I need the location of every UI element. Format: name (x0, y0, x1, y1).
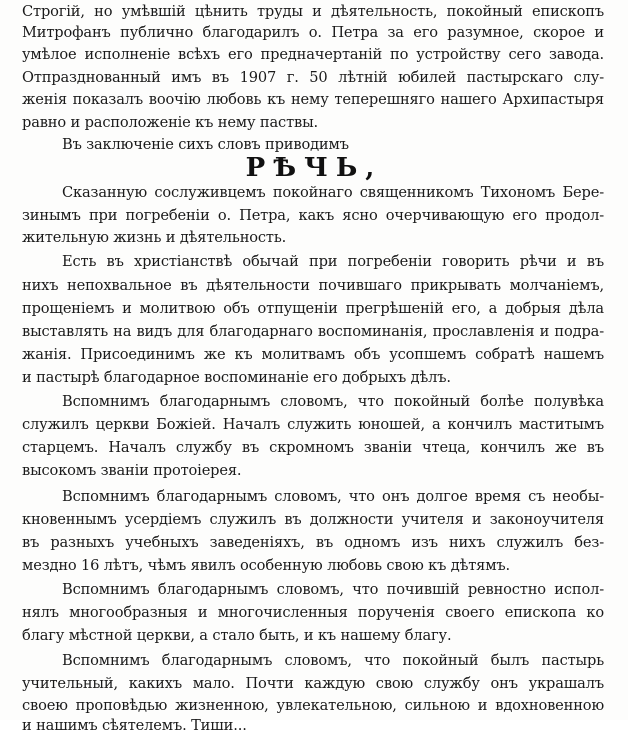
text-line: высокомъ званіи протоіерея. (22, 462, 242, 479)
text-line: Строгій, но умѣвшій цѣнить труды и дѣятельность, покойный епископъ (22, 3, 604, 20)
text-line: зинымъ при погребеніи о. Петра, какъ ясно очерчивающую его продол- (22, 207, 604, 224)
text-line: и пастырѣ благодарное воспоминаніе его добрыхъ дѣлъ. (22, 369, 451, 386)
text-line: прощеніемъ и молитвою объ отпущеніи прегрѣшеній его, а добрыя дѣла (22, 300, 604, 317)
text-line: нялъ многообразныя и многочисленныя порученія своего епископа ко (22, 604, 604, 621)
text-line: Вспомнимъ благодарнымъ словомъ, что почившій ревностно испол- (62, 581, 604, 598)
text-line: выставлять на видъ для благодарнаго воспоминанія, прославленія и подра- (22, 323, 604, 340)
text-line: своею проповѣдью жизненною, увлекательною, сильною и вдохновенною (22, 697, 604, 714)
text-line: жанія. Присоединимъ же къ молитвамъ объ усопшемъ собратѣ нашемъ (22, 346, 604, 363)
text-line: и нашимъ сѣятелемъ. Тиши... (22, 717, 247, 734)
text-line: жительную жизнь и дѣятельность. (22, 229, 287, 246)
text-line: служилъ церкви Божіей. Началъ служить юношей, а кончилъ маститымъ (22, 416, 604, 433)
text-line: равно и расположеніе къ нему паствы. (22, 114, 319, 131)
text-line: Вспомнимъ благодарнымъ словомъ, что покойный болѣе полувѣка (62, 393, 604, 410)
section-heading: РѢЧЬ, (245, 153, 383, 183)
text-line: старцемъ. Началъ службу въ скромномъ званіи чтеца, кончилъ же въ (22, 439, 604, 456)
text-line: мездно 16 лѣтъ, чѣмъ явилъ особенную любовь свою къ дѣтямъ. (22, 557, 511, 574)
text-line: Есть въ христіанствѣ обычай при погребеніи говорить рѣчи и въ (62, 253, 604, 270)
text-line: кновеннымъ усердіемъ служилъ въ должности учителя и законоучителя (22, 511, 604, 528)
text-line: въ разныхъ учебныхъ заведеніяхъ, въ одномъ изъ нихъ служилъ без- (22, 534, 604, 551)
text-line: Сказанную сослуживцемъ покойнаго священникомъ Тихономъ Бере- (62, 184, 604, 201)
text-line: благу мѣстной церкви, а стало быть, и къ нашему благу. (22, 627, 452, 644)
text-line: Митрофанъ публично благодарилъ о. Петра за его разумное, скорое и (22, 24, 604, 41)
text-line: женія показалъ воочію любовь къ нему теперешняго нашего Архипастыря (22, 91, 604, 108)
text-line: Вспомнимъ благодарнымъ словомъ, что покойный былъ пастырь (62, 652, 604, 669)
text-line: умѣлое исполненіе всѣхъ его предначертаній по устройству сего завода. (22, 46, 604, 63)
text-line: нихъ непохвальное въ дѣятельности почившаго прикрывать молчаніемъ, (22, 277, 604, 294)
text-line: Въ заключеніе сихъ словъ приводимъ (62, 136, 349, 153)
text-line: учительный, какихъ мало. Почти каждую свою службу онъ украшалъ (22, 675, 604, 692)
text-line: Вспомнимъ благодарнымъ словомъ, что онъ долгое время съ необы- (62, 488, 604, 505)
text-line: Отпразднованный имъ въ 1907 г. 50 лѣтній юбилей пастырскаго слу- (22, 69, 604, 86)
